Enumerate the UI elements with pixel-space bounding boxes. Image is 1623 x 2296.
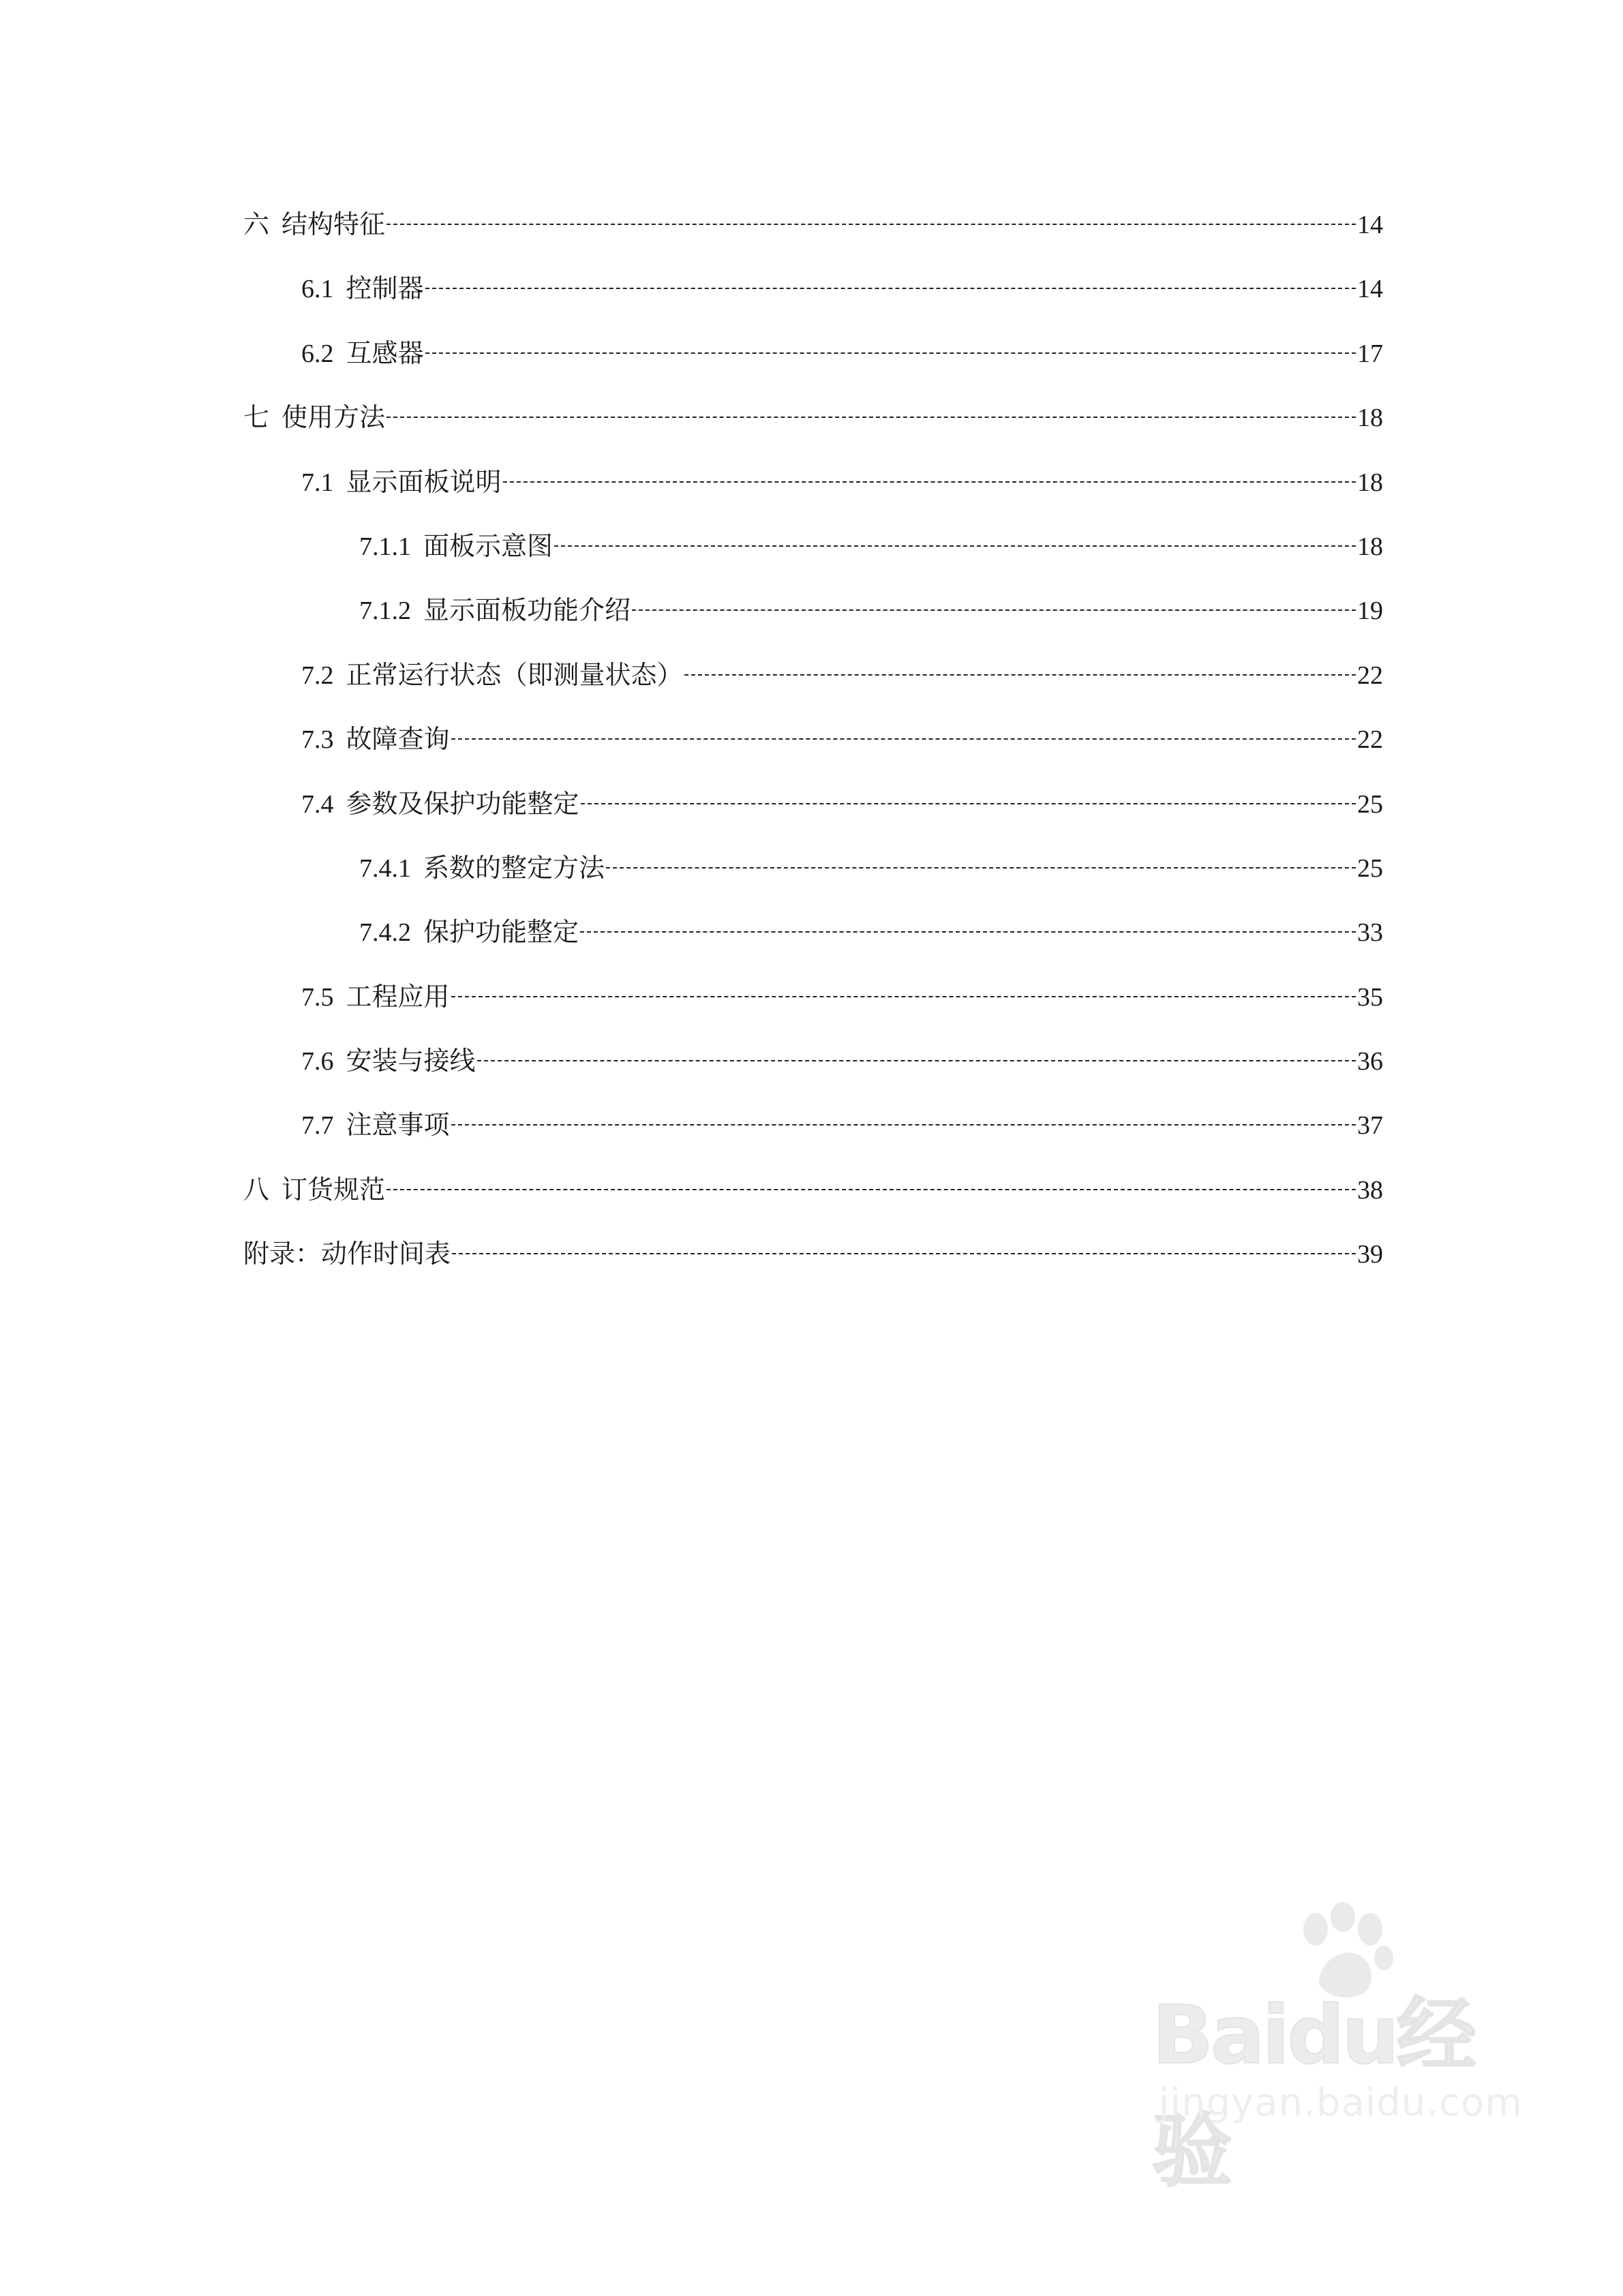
toc-page-number: 22 xyxy=(1357,661,1383,690)
toc-leader xyxy=(386,1189,1356,1190)
watermark-url-text: jingyan.baidu.com xyxy=(1159,2081,1523,2125)
toc-title: 保护功能整定 xyxy=(423,917,579,948)
toc-entry[interactable] xyxy=(243,211,1383,275)
toc-number: 7.2 xyxy=(301,661,334,690)
toc-leader xyxy=(425,352,1356,354)
toc-leader xyxy=(477,1060,1356,1061)
toc-entry[interactable] xyxy=(243,852,1383,919)
toc-leader xyxy=(684,674,1356,676)
toc-page-number: 17 xyxy=(1357,339,1383,368)
toc-leader xyxy=(451,1124,1356,1126)
toc-leader xyxy=(606,867,1356,868)
toc-title: 工程应用 xyxy=(346,981,450,1012)
toc-entry[interactable] xyxy=(243,726,1383,790)
toc-page-number: 37 xyxy=(1357,1111,1383,1141)
toc-title: 显示面板说明 xyxy=(346,466,502,497)
toc-number: 7.4 xyxy=(301,789,334,819)
toc-page-number: 33 xyxy=(1357,918,1383,948)
toc-leader xyxy=(581,803,1356,804)
toc-title: 使用方法 xyxy=(282,402,386,433)
toc-number: 7.7 xyxy=(301,1111,334,1141)
toc-page-number: 35 xyxy=(1357,982,1383,1012)
toc-page-number: 39 xyxy=(1357,1240,1383,1269)
toc-title: 面板示意图 xyxy=(423,530,553,561)
toc-entry[interactable] xyxy=(243,275,1383,339)
toc-number: 八 xyxy=(243,1175,270,1205)
toc-entry[interactable] xyxy=(243,404,1383,468)
toc-leader xyxy=(503,481,1356,483)
toc-number: 7.1.2 xyxy=(359,596,411,626)
toc-page-number: 25 xyxy=(1357,789,1383,819)
toc-title: 系数的整定方法 xyxy=(423,852,605,883)
toc-title: 控制器 xyxy=(346,273,424,304)
toc-title: 故障查询 xyxy=(346,724,450,755)
toc-title: 订货规范 xyxy=(282,1174,386,1205)
toc-title: 互感器 xyxy=(346,337,424,368)
toc-title: 参数及保护功能整定 xyxy=(346,788,579,819)
toc-page-number: 14 xyxy=(1357,275,1383,304)
toc-title: 结构特征 xyxy=(282,209,386,239)
toc-entry[interactable] xyxy=(243,1112,1383,1176)
toc-entry[interactable] xyxy=(243,597,1383,661)
toc-number: 6.2 xyxy=(301,339,334,368)
toc-number: 7.3 xyxy=(301,725,334,755)
toc-leader xyxy=(632,609,1356,611)
toc-page-number: 25 xyxy=(1357,854,1383,883)
toc-number: 6.1 xyxy=(301,275,334,304)
toc-entry[interactable] xyxy=(243,788,1383,855)
toc-leader xyxy=(386,224,1356,225)
toc-page-number: 18 xyxy=(1357,404,1383,433)
toc-number: 7.4.2 xyxy=(359,918,411,948)
toc-entry[interactable] xyxy=(243,981,1383,1048)
toc-leader xyxy=(451,996,1356,997)
toc-number: 7.6 xyxy=(301,1047,334,1076)
toc-page-number: 22 xyxy=(1357,725,1383,755)
toc-entry[interactable] xyxy=(243,337,1383,404)
toc-number: 7.1.1 xyxy=(359,532,411,561)
table-of-contents xyxy=(243,211,1383,1305)
toc-entry[interactable] xyxy=(243,530,1383,597)
toc-entry[interactable] xyxy=(243,659,1383,726)
toc-title: 附录：动作时间表 xyxy=(243,1239,451,1269)
toc-page-number: 19 xyxy=(1357,596,1383,626)
toc-entry[interactable] xyxy=(243,919,1383,983)
toc-leader xyxy=(554,545,1356,547)
toc-leader xyxy=(451,738,1356,740)
toc-leader xyxy=(425,288,1356,289)
toc-number: 六 xyxy=(243,211,270,239)
toc-entry[interactable] xyxy=(243,1241,1383,1305)
watermark-logo-text: Baidu经验 xyxy=(1152,1988,1474,2198)
toc-entry[interactable] xyxy=(243,1174,1383,1241)
toc-page-number: 38 xyxy=(1357,1175,1383,1205)
toc-page-number: 14 xyxy=(1357,211,1383,239)
toc-leader xyxy=(386,417,1356,418)
toc-entry[interactable] xyxy=(243,1048,1383,1112)
toc-leader xyxy=(452,1253,1356,1254)
toc-page-number: 18 xyxy=(1357,532,1383,561)
toc-title: 显示面板功能介绍 xyxy=(423,595,631,626)
toc-number: 7.5 xyxy=(301,982,334,1012)
toc-number: 7.4.1 xyxy=(359,854,411,883)
toc-page-number: 18 xyxy=(1357,468,1383,497)
toc-page-number: 36 xyxy=(1357,1047,1383,1076)
baidu-jingyan-watermark xyxy=(1152,1902,1534,2198)
toc-title: 正常运行状态（即测量状态） xyxy=(346,659,683,690)
toc-leader xyxy=(580,931,1356,933)
toc-entry[interactable] xyxy=(243,466,1383,533)
toc-title: 安装与接线 xyxy=(346,1046,476,1076)
toc-number: 七 xyxy=(243,404,270,433)
toc-title: 注意事项 xyxy=(346,1110,450,1141)
toc-number: 7.1 xyxy=(301,468,334,497)
